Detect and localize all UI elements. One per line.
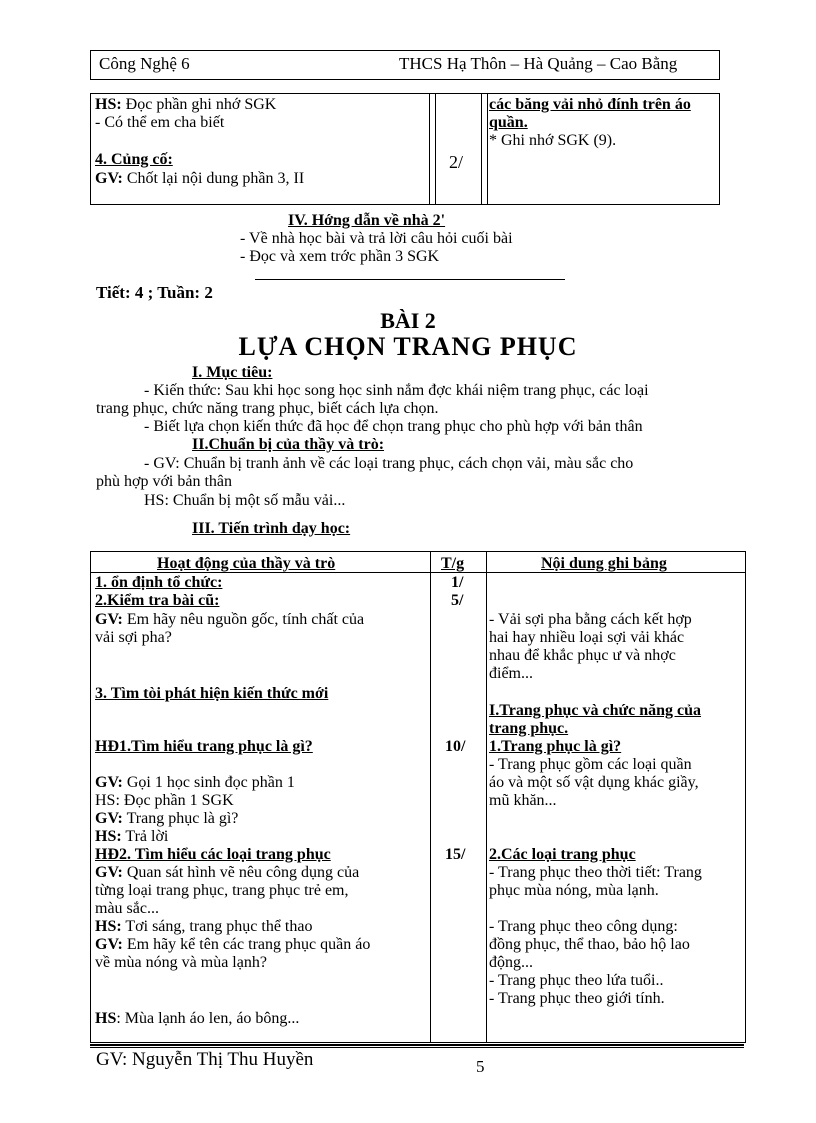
subject-label: Công Nghệ 6 — [99, 54, 190, 73]
right-line: đồng phục, thể thao, bảo hộ lao — [489, 936, 690, 953]
right-line: mũ khăn... — [489, 792, 557, 809]
time-cell: 15/ — [445, 846, 466, 863]
top-right-line-3: * Ghi nhớ SGK (9). — [489, 132, 617, 149]
left-line: HĐ1.Tìm hiểu trang phục là gì? — [95, 738, 313, 755]
preparation-line: phù hợp với bản thân — [96, 473, 233, 490]
right-line: - Vải sợi pha bằng cách kết hợp — [489, 611, 692, 628]
homework-heading: IV. Hớng dẫn về nhà 2' — [288, 212, 446, 229]
left-line: 1. ổn định tổ chức: — [95, 574, 223, 591]
process-heading: III. Tiến trình dạy học: — [192, 520, 351, 537]
objectives-heading: I. Mục tiêu: — [192, 364, 273, 381]
table-header-time: T/g — [441, 555, 465, 572]
right-line: áo và một số vật dụng khác giầy, — [489, 774, 699, 791]
top-left-line-2: - Có thể em cha biết — [95, 114, 225, 131]
time-cell: 10/ — [445, 738, 466, 755]
time-cell: 1/ — [451, 574, 464, 591]
right-line: nhau để khắc phục ư và nhợc — [489, 647, 676, 664]
page-header — [90, 50, 720, 80]
preparation-heading: II.Chuẩn bị của thầy và trò: — [192, 436, 385, 453]
top-left-line-4: GV: Chốt lại nội dung phần 3, II — [95, 170, 305, 187]
right-line: điểm... — [489, 665, 533, 682]
right-line: động... — [489, 954, 533, 971]
page-number: 5 — [476, 1057, 485, 1076]
left-line: GV: Trang phục là gì? — [95, 810, 239, 827]
left-line: vải sợi pha? — [95, 629, 172, 646]
left-line: HS: Trả lời — [95, 828, 169, 845]
period-label: Tiết: 4 ; Tuần: 2 — [96, 283, 213, 302]
right-line: - Trang phục theo công dụng: — [489, 918, 678, 935]
main-table — [90, 551, 746, 1043]
school-label: THCS Hạ Thôn – Hà Quảng – Cao Bằng — [399, 54, 678, 73]
left-line: từng loại trang phục, trang phục trẻ em, — [95, 882, 349, 899]
table-header-content: Nội dung ghi bảng — [541, 555, 667, 572]
preparation-line: HS: Chuẩn bị một số mẫu vải... — [144, 492, 346, 509]
right-line: phục mùa nóng, mùa lạnh. — [489, 882, 659, 899]
objective-line: trang phục, chức năng trang phục, biết cách lựa chọn. — [96, 400, 439, 417]
right-line: trang phục. — [489, 720, 569, 737]
preparation-line: - GV: Chuẩn bị tranh ảnh về các loại trang phục, cách chọn vải, màu sắc cho — [144, 455, 634, 472]
left-line: HS: Đọc phần 1 SGK — [95, 792, 234, 809]
footer-rule — [90, 1044, 744, 1046]
left-line: GV: Gọi 1 học sinh đọc phần 1 — [95, 774, 295, 791]
left-line: HĐ2. Tìm hiểu các loại trang phục — [95, 846, 331, 863]
right-line: - Trang phục theo giới tính. — [489, 990, 665, 1007]
right-line: 2.Các loại trang phục — [489, 846, 636, 863]
homework-item: - Về nhà học bài và trả lời câu hỏi cuối bài — [240, 230, 513, 247]
lesson-number: BÀI 2 — [380, 308, 436, 333]
top-table — [90, 93, 720, 205]
left-line: HS: Tơi sáng, trang phục thể thao — [95, 918, 313, 935]
footer-teacher: GV: Nguyễn Thị Thu Huyền — [96, 1049, 314, 1070]
top-right-line-1: các băng vải nhỏ đính trên áo — [489, 96, 691, 113]
left-line: HS: Mùa lạnh áo len, áo bông... — [95, 1010, 300, 1027]
left-line: GV: Em hãy nêu nguồn gốc, tính chất của — [95, 611, 365, 628]
objective-line: - Kiến thức: Sau khi học song học sinh nắm đợc khái niệm trang phục, các loại — [144, 382, 649, 399]
time-cell: 5/ — [451, 592, 464, 609]
right-line: I.Trang phục và chức năng của — [489, 702, 702, 719]
homework-item: - Đọc và xem trớc phần 3 SGK — [240, 248, 440, 265]
top-left-line-1: HS: Đọc phần ghi nhớ SGK — [95, 96, 277, 113]
left-line: 3. Tìm tòi phát hiện kiến thức mới — [95, 685, 329, 702]
right-line: - Trang phục theo thời tiết: Trang — [489, 864, 702, 881]
left-line: GV: Em hãy kể tên các trang phục quần áo — [95, 936, 371, 953]
divider — [255, 279, 565, 280]
left-line: màu sắc... — [95, 900, 159, 917]
right-line: - Trang phục gồm các loại quần — [489, 756, 692, 773]
left-line: GV: Quan sát hình vẽ nêu công dụng của — [95, 864, 360, 881]
lesson-title: LỰA CHỌN TRANG PHỤC — [238, 332, 578, 361]
top-right-line-2: quần. — [489, 114, 528, 131]
left-line: 2.Kiểm tra bài cũ: — [95, 592, 220, 609]
objective-line: - Biết lựa chọn kiến thức đã học để chọn trang phục cho phù hợp với bản thân — [144, 418, 643, 435]
right-line: 1.Trang phục là gì? — [489, 738, 622, 755]
top-time: 2/ — [449, 152, 464, 172]
table-header-activity: Hoạt động của thầy và trò — [157, 555, 336, 572]
left-line: về mùa nóng và mùa lạnh? — [95, 954, 267, 971]
footer-rule — [90, 1047, 744, 1048]
consolidation-heading: 4. Củng cố: — [95, 151, 173, 168]
right-line: hai hay nhiều loại sợi vải khác — [489, 629, 685, 646]
right-line: - Trang phục theo lứa tuổi.. — [489, 972, 664, 989]
